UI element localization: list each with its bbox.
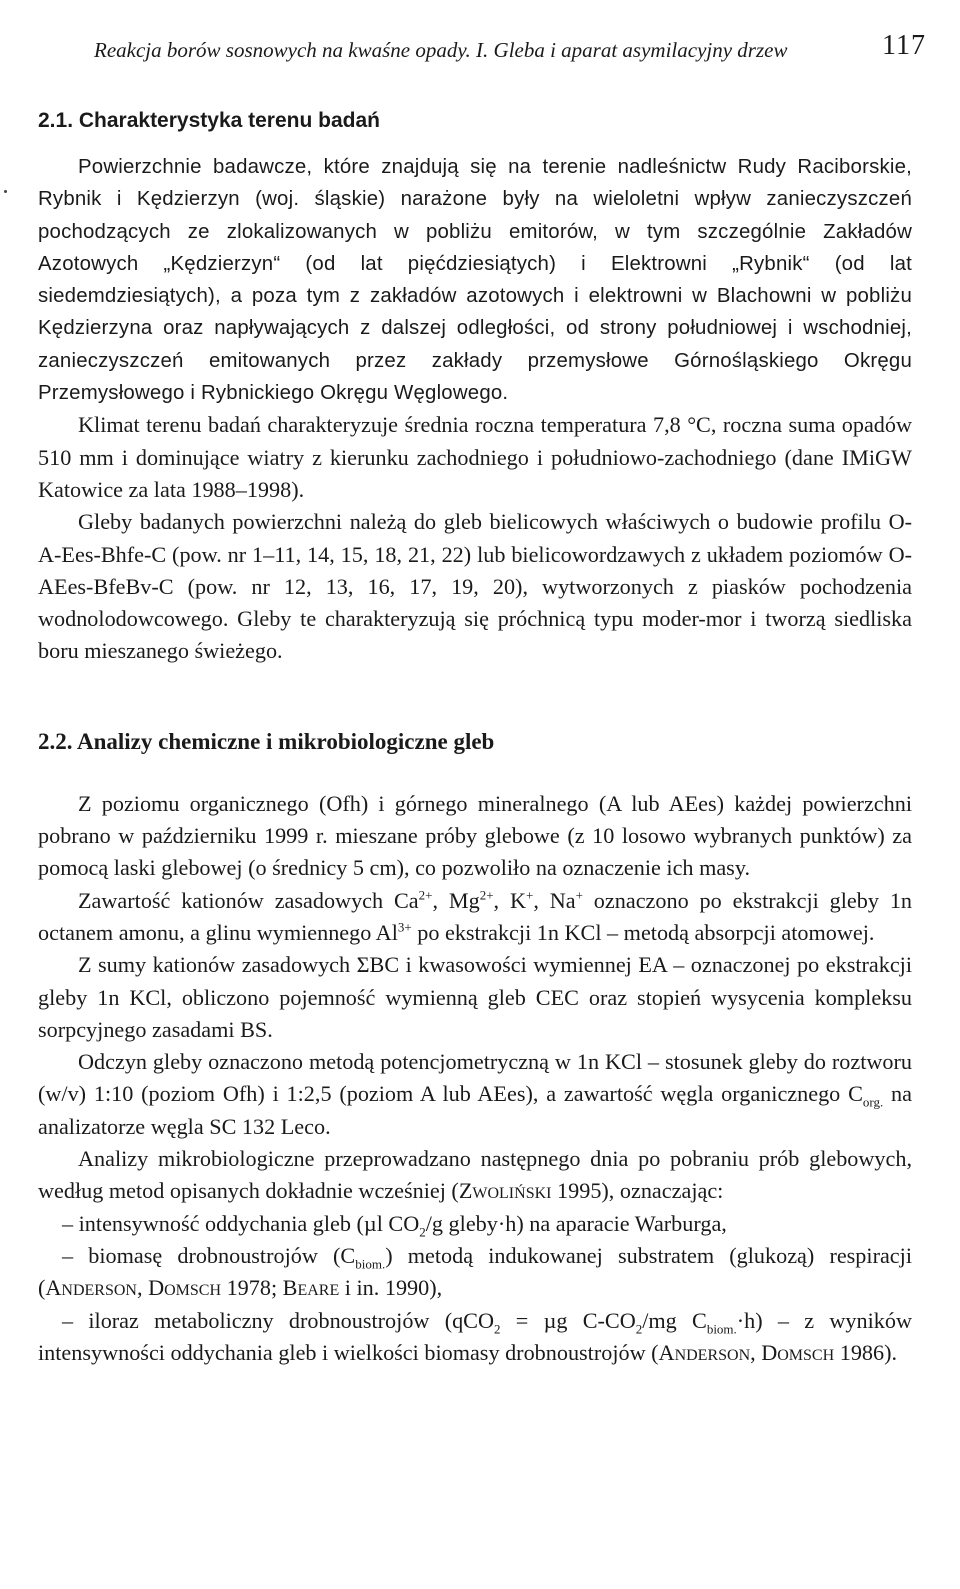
section-heading-2-1: 2.1. Charakterystyka terenu badań <box>38 109 380 132</box>
paragraph-ph: Odczyn gleby oznaczono metodą potencjometryczną w 1n KCl – stosunek gleby do roztworu (w/v) 1:10 (poziom Ofh) i 1:2,5 (poziom A lub AEes), a zawartość węgla organicznego $C_{org.}$ na analizatorze węgla SC 132 Leco. <box>38 1049 912 1139</box>
author-citation: Zwoliński <box>458 1178 552 1204</box>
running-title: Reakcja borów sosnowych na kwaśne opady. I. Gleba i aparat asymilacyjny drzew <box>94 38 788 62</box>
body-text <box>38 105 912 1369</box>
paragraph-soils: Gleby badanych powierzchni należą do gleb bielicowych właściwych o budowie profilu O-A-Ees-Bhfe-C (pow. nr 1–11, 14, 15, 18, 21, 22) lub bielicowordzawych z układem poziomów O-AEes-BfeBv-C (pow. nr 12, 13, 16, 17, 19, 20), wytworzonych z piasków pochodzenia wodnolodowcowego. Gleby te charakteryzują się próchnicą typu moder-mor i tworzą siedliska boru mieszanego świeżego. <box>38 509 912 664</box>
methods-list <box>38 1208 912 1369</box>
paragraph-study-area: Powierzchnie badawcze, które znajdują się na terenie nadleśnictw Rudy Raciborskie, Rybnik i Kędzierzyn (woj. śląskie) narażone były na wieloletni wpływ zanieczyszczeń pochodzących ze zlokalizowanych w pobliżu emitorów, w tym szczególnie Zakładów Azotowych „Kędzierzyn“ (od lat pięćdziesiątych) i Elektrowni „Rybnik“ (od lat siedemdziesiątych), a poza tym z zakładów azotowych i elektrowni w Blachowni w pobliżu Kędzierzyna oraz napływających z dalszej odległości, od strony południowej i wschodniej, zanieczyszczeń emitowanych przez zakłady przemysłowe Górnośląskiego Okręgu Przemysłowego i Rybnickiego Okręgu Węglowego. <box>38 156 912 405</box>
scan-speck <box>4 190 7 193</box>
list-item: – intensywność oddychania gleb (µl $CO_2/g$ gleby·h) na aparacie Warburga, <box>62 1210 727 1240</box>
list-item: – biomasę drobnoustrojów $(C_{biom.})$ metodą indukowanej substratem (glukozą) respiracji (Anderson, Domsch 1978; Beare i in. 1990), <box>38 1242 912 1301</box>
section-heading-2-2: 2.2. Analizy chemiczne i mikrobiologiczne gleb <box>38 728 495 754</box>
list-item: – iloraz metaboliczny drobnoustrojów (qCO$_2$ = µg $C-CO_2/mg$ $C_{biom.}\cdot h) - z$ wyników intensywności oddychania gleb i wielkości biomasy drobnoustrojów (Anderson, Domsch 1986). <box>38 1307 912 1365</box>
paragraph-cec: Z sumy kationów zasadowych ΣBC i kwasowości wymiennej EA – oznaczonej po ekstrakcji gleby 1n KCl, obliczono pojemność wymienną gleb CEC oraz stopień wysycenia kompleksu sorpcyjnego zasadami BS. <box>38 952 912 1042</box>
running-header <box>94 30 926 76</box>
paragraph-sampling: Z poziomu organicznego (Ofh) i górnego mineralnego (A lub AEes) każdej powierzchni pobrano w październiku 1999 r. mieszane próby glebowe (z 10 losowo wybranych punktów) za pomocą laski glebowej (o średnicy 5 cm), co pozwoliło na oznaczenie ich masy. <box>38 790 912 881</box>
page-number: 117 <box>882 30 926 61</box>
paragraph-climate: Klimat terenu badań charakteryzuje średnia roczna temperatura 7,8 °C, roczna suma opadów 510 mm i dominujące wiatry z kierunku zachodniego i południowo-zachodniego (dane IMiGW Katowice za lata 1988–1998). <box>38 412 912 502</box>
paragraph-microbiology: Analizy mikrobiologiczne przeprowadzano następnego dnia po pobraniu prób glebowych, według metod opisanych dokładnie wcześniej (Zwoliński 1995), oznaczając: <box>38 1146 912 1204</box>
paragraph-cations: Zawartość kationów zasadowych $Ca^{2+}$, $Mg^{2+}$, K+, Na+ oznaczono po ekstrakcji gleby 1n octanem amonu, a glinu wymiennego $Al^{3+}$ po ekstrakcji 1n KCl – metodą absorpcji atomowej. <box>38 887 913 945</box>
